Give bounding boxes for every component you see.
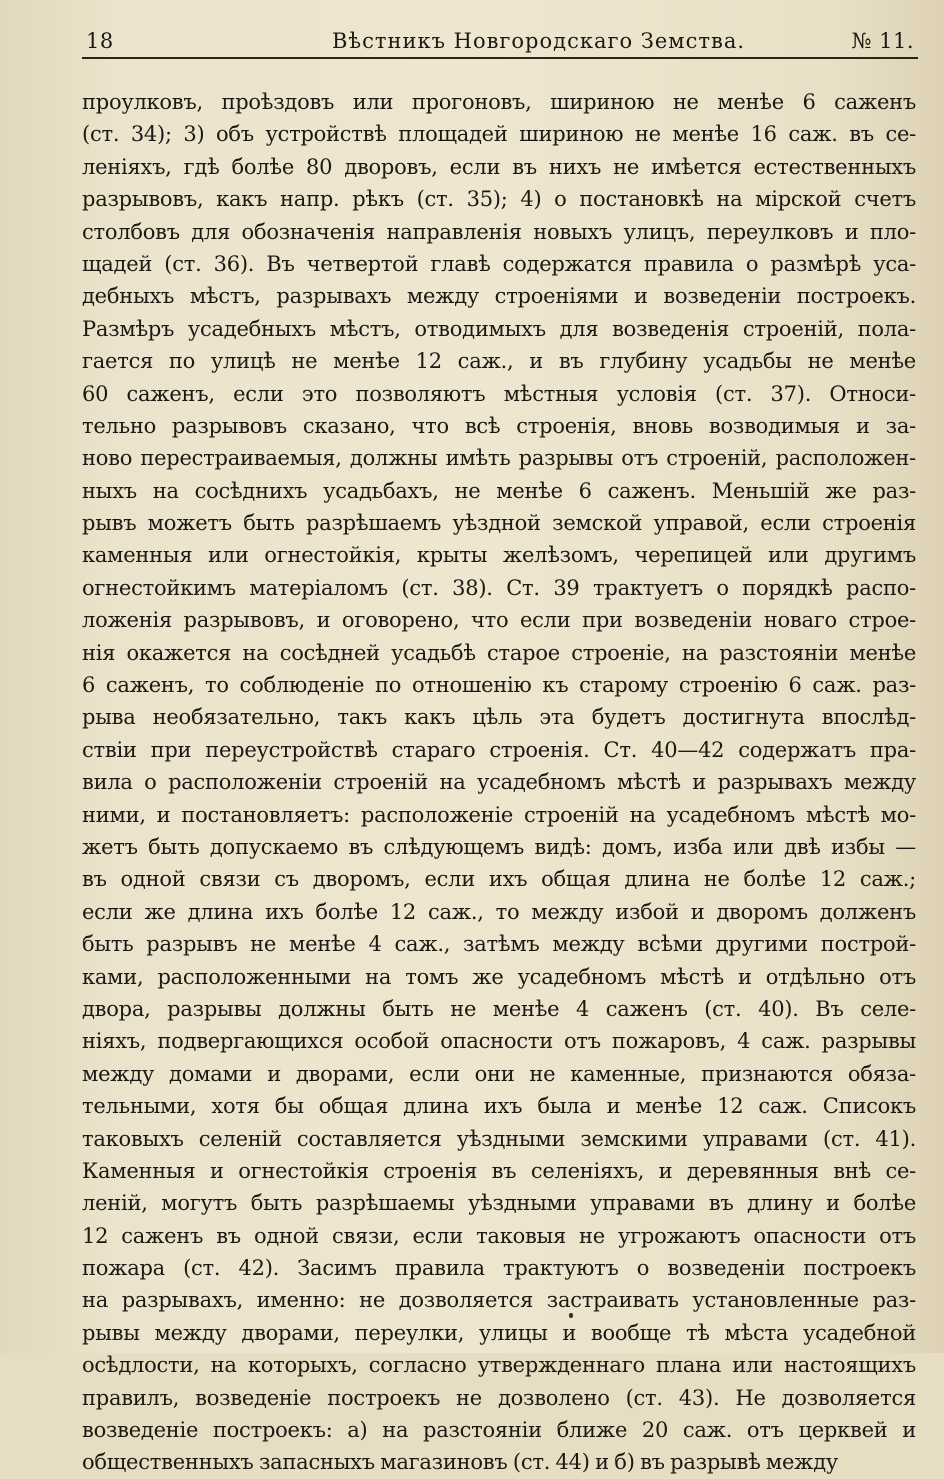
text-line: ніяхъ, подвергающихся особой опасности отъ пожаровъ, 4 саж. разрывы (82, 1029, 916, 1054)
text-line: 60 саженъ, если это позволяютъ мѣстныя условія (ст. 37). Относи- (82, 381, 916, 406)
text-line: ново перестраиваемыя, должны имѣть разрывы отъ строеній, расположен- (82, 446, 916, 471)
text-line: между домами и дворами, если они не каменные, признаются обяза- (82, 1061, 916, 1086)
text-line: разрывовъ, какъ напр. рѣкъ (ст. 35); 4) о постановкѣ на мірской счетъ (82, 187, 916, 212)
text-line: 12 саженъ въ одной связи, если таковыя не угрожаютъ опасности отъ (82, 1223, 916, 1248)
text-line: двора, разрывы должны быть не менѣе 4 саженъ (ст. 40). Въ селе- (82, 996, 916, 1021)
text-line: жетъ быть допускаемо въ слѣдующемъ видѣ: домъ, изба или двѣ избы — (82, 834, 916, 859)
text-line: ложенія разрывовъ, и оговорено, что если при возведеніи новаго строе- (82, 608, 916, 633)
page-number: 18 (86, 29, 114, 53)
body-text (82, 86, 916, 1479)
text-line: леніяхъ, гдѣ болѣе 80 дворовъ, если въ нихъ не имѣется естественныхъ (82, 154, 916, 179)
text-line: общественныхъ запасныхъ магазиновъ (ст. 44) и б) въ разрывѣ между (82, 1450, 839, 1475)
text-line: каменныя или огнестойкія, крыты желѣзомъ, черепицей или другимъ (82, 543, 916, 568)
text-line: рывъ можетъ быть разрѣшаемъ уѣздной земской управой, если строенія (82, 511, 916, 536)
text-line: въ одной связи съ дворомъ, если ихъ общая длина не болѣе 12 саж.; (82, 867, 916, 892)
text-line: таковыхъ селеній составляется уѣздными земскими управами (ст. 41). (82, 1126, 916, 1151)
text-line: тельно разрывовъ сказано, что всѣ строенія, вновь возводимыя и за- (82, 413, 916, 438)
text-line: быть разрывъ не менѣе 4 саж., затѣмъ между всѣми другими построй- (82, 932, 916, 957)
text-line: гается по улицѣ не менѣе 12 саж., и въ глубину усадьбы не менѣе (82, 349, 916, 374)
text-line: нія окажется на сосѣдней усадьбѣ старое строеніе, на разстояніи менѣе (82, 640, 916, 665)
text-line: рыва необязательно, такъ какъ цѣль эта будетъ достигнута впослѣд- (82, 705, 916, 730)
text-line: Размѣръ усадебныхъ мѣстъ, отводимыхъ для возведенія строеній, пола- (82, 316, 916, 341)
text-line: возведеніе построекъ: а) на разстояніи ближе 20 саж. отъ церквей и (82, 1418, 916, 1443)
text-line: если же длина ихъ болѣе 12 саж., то между избой и дворомъ долженъ (82, 899, 916, 924)
text-line: пожара (ст. 42). Засимъ правила трактуютъ о возведеніи построекъ (82, 1256, 916, 1281)
text-line: Каменныя и огнестойкія строенія въ селеніяхъ, и деревянныя внѣ се- (82, 1158, 916, 1183)
text-line: столбовъ для обозначенія направленія новыхъ улицъ, переулковъ и пло- (82, 219, 916, 244)
text-line: рывы между дворами, переулки, улицы и вообще тѣ мѣста усадебной (82, 1320, 916, 1345)
text-line: огнестойкимъ матеріаломъ (ст. 38). Ст. 39 трактуетъ о порядкѣ распо- (82, 575, 916, 600)
ink-speck (569, 1313, 573, 1318)
journal-title: Вѣстникъ Новгородскаго Земства. (332, 29, 746, 53)
running-header (82, 27, 918, 59)
text-line: ствіи при переустройствѣ стараго строенія. Ст. 40—42 содержатъ пра- (82, 737, 916, 762)
text-line: на разрывахъ, именно: не дозволяется застраивать установленные раз- (82, 1288, 916, 1313)
text-line: осѣдлости, на которыхъ, согласно утвержденнаго плана или настоящихъ (82, 1353, 916, 1378)
text-line: леній, могутъ быть разрѣшаемы уѣздными управами въ длину и болѣе (82, 1191, 916, 1216)
issue-number: № 11. (851, 29, 914, 53)
text-line: вила о расположеніи строеній на усадебномъ мѣстѣ и разрывахъ между (82, 770, 916, 795)
text-line: ныхъ на сосѣднихъ усадьбахъ, не менѣе 6 саженъ. Меньшій же раз- (82, 478, 916, 503)
text-line: проулковъ, проѣздовъ или прогоновъ, шириною не менѣе 6 саженъ (82, 90, 916, 114)
text-line: ками, расположенными на томъ же усадебномъ мѣстѣ и отдѣльно отъ (82, 964, 916, 989)
text-line: щадей (ст. 36). Въ четвертой главѣ содержатся правила о размѣрѣ уса- (82, 251, 916, 276)
text-line: 6 саженъ, то соблюденіе по отношенію къ старому строенію 6 саж. раз- (82, 673, 916, 698)
text-line: (ст. 34); 3) объ устройствѣ площадей шириною не менѣе 16 саж. въ се- (82, 122, 916, 147)
text-line: тельными, хотя бы общая длина ихъ была и менѣе 12 саж. Списокъ (82, 1094, 916, 1119)
text-line: ними, и постановляетъ: расположеніе строеній на усадебномъ мѣстѣ мо- (82, 802, 916, 827)
text-line: правилъ, возведеніе построекъ не дозволено (ст. 43). Не дозволяется (82, 1385, 916, 1410)
text-line: дебныхъ мѣстъ, разрывахъ между строеніями и возведеніи построекъ. (82, 284, 916, 309)
